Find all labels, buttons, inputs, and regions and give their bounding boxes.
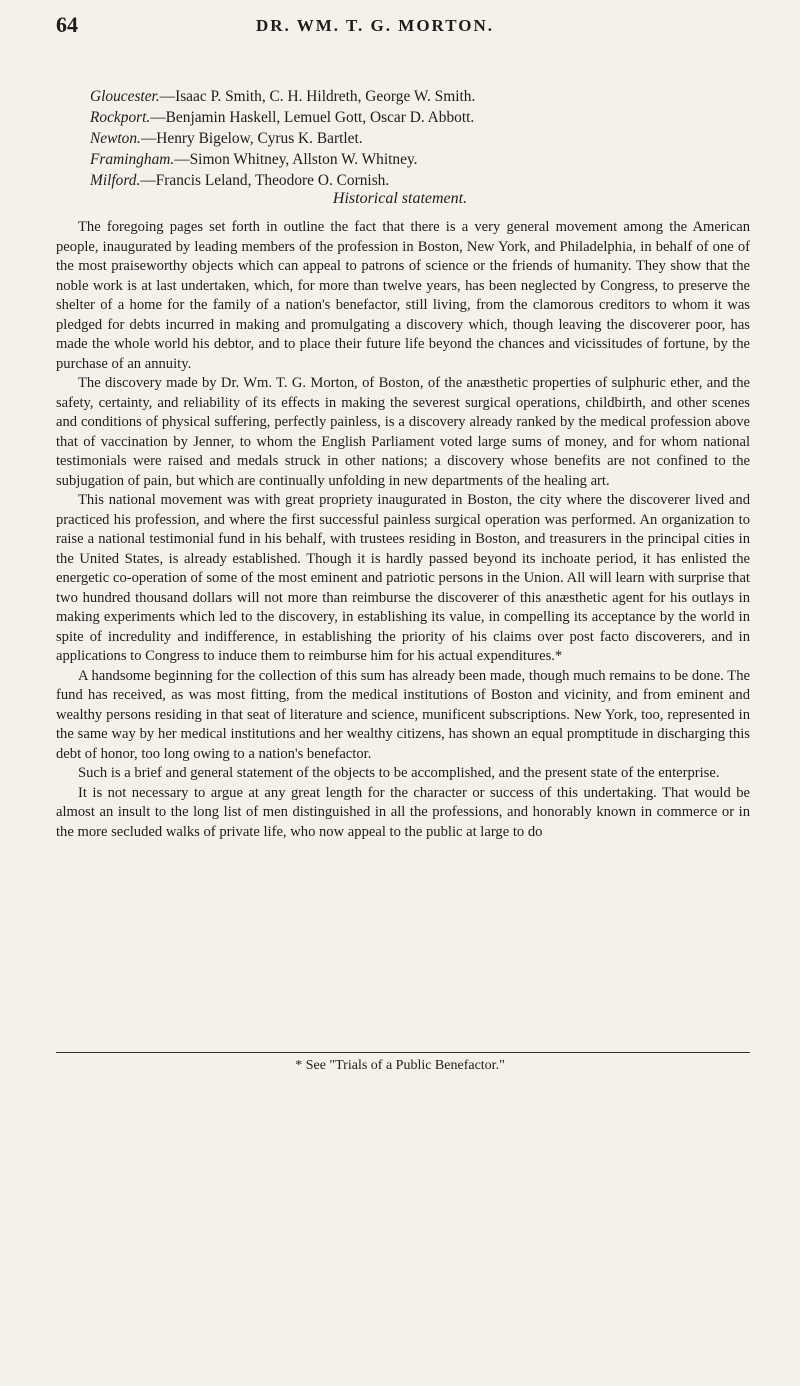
paragraph: The discovery made by Dr. Wm. T. G. Morton, of Boston, of the anæsthetic properties of sulphuric ether, and the safety, certainty, and reliability of its effects in making the severest surgical operations, childbirth, and other scenes and conditions of physical suffering, perfectly painless, is a discovery already ranked by the medical profession above that of vaccination by Jenner, to whom the English Parliament voted large sums of money, and for whom national testimonials were raised and medals struck in other nations; a discovery whose benefits are not confined to the subjugation of pain, but which are continually unfolding in new departments of the healing art. [56, 375, 750, 489]
footnote: * See "Trials of a Public Benefactor." [295, 1058, 505, 1073]
page-header [56, 8, 756, 48]
page-number: 64 [56, 12, 78, 37]
town-people: —Francis Leland, Theodore O. Cornish. [140, 172, 390, 189]
town-line [90, 128, 730, 149]
town-name: Rockport. [90, 109, 151, 126]
town-name: Framingham. [90, 151, 175, 168]
town-name: Newton. [90, 130, 141, 147]
town-line [90, 170, 730, 191]
town-line [90, 149, 730, 170]
town-people: —Henry Bigelow, Cyrus K. Bartlet. [140, 130, 363, 147]
paragraph: Such is a brief and general statement of the objects to be accomplished, and the present state of the enterprise. [78, 765, 720, 781]
town-name: Gloucester. [90, 88, 160, 105]
town-line [90, 86, 730, 107]
town-line [90, 107, 730, 128]
body-text [56, 218, 750, 842]
paragraph: It is not necessary to argue at any great length for the character or success of this undertaking. That would be almost an insult to the long list of men distinguished in all the professions, and honorably known in commerce or in the more secluded walks of private life, who now appeal to the public at large to do [56, 784, 750, 840]
town-list [90, 86, 730, 191]
town-name: Milford. [90, 172, 141, 189]
footnote-rule [56, 1052, 750, 1053]
paragraph: The foregoing pages set forth in outline the fact that there is a very general movement among the American people, inaugurated by leading members of the profession in Boston, New York, and Philadelphia, in behalf of one of the most praiseworthy objects which can appeal to patrons of science or the friends of humanity. They show that the noble work is at last undertaken, which, for more than twelve years, has been neglected by Congress, to preserve the shelter of a home for the family of a nation's benefactor, still living, from the clamorous creditors to whom it was pledged for debts incurred in making and promulgating a discovery which, though leaving the discoverer poor, has made the whole world his debtor, and to place their future life beyond the chances and vicissitudes of fortune, by the purchase of an annuity. [56, 219, 750, 372]
town-people: —Benjamin Haskell, Lemuel Gott, Oscar D. Abbott. [150, 109, 475, 126]
town-people: —Isaac P. Smith, C. H. Hildreth, George W. Smith. [159, 88, 476, 105]
section-title: Historical statement. [332, 190, 468, 207]
paragraph: This national movement was with great propriety inaugurated in Boston, the city where the discoverer lived and practiced his profession, and where the first successful painless surgical operation was performed. An organization to raise a national testimonial fund in his behalf, with trustees residing in Boston, and treasurers in the principal cities in the United States, is already established. Though it is hardly passed beyond its inchoate period, it has enlisted the energetic co-operation of some of the most eminent and patriotic persons in the Union. All will learn with surprise that two hundred thousand dollars will not more than reimburse the discoverer of this anæsthetic agent for his outlays in making experiments which led to the discovery, in establishing its value, in compelling its acceptance by the world in spite of incredulity and indifference, in establishing the priority of his claims over post facto discoverers, and in applications to Congress to induce them to reimburse him for his actual expenditures.* [56, 492, 750, 664]
paragraph: A handsome beginning for the collection of this sum has already been made, though much remains to be done. The fund has received, as was most fitting, from the medical institutions of Boston and vicinity, and from eminent and wealthy persons residing in that seat of literature and science, munificent subscriptions. New York, too, represented in the same way by her medical institutions and her wealthy citizens, has shown an equal promptitude in discharging this debt of honor, too long owing to a nation's benefactor. [56, 667, 750, 762]
town-people: —Simon Whitney, Allston W. Whitney. [174, 151, 418, 168]
running-head: DR. WM. T. G. MORTON. [256, 16, 495, 35]
